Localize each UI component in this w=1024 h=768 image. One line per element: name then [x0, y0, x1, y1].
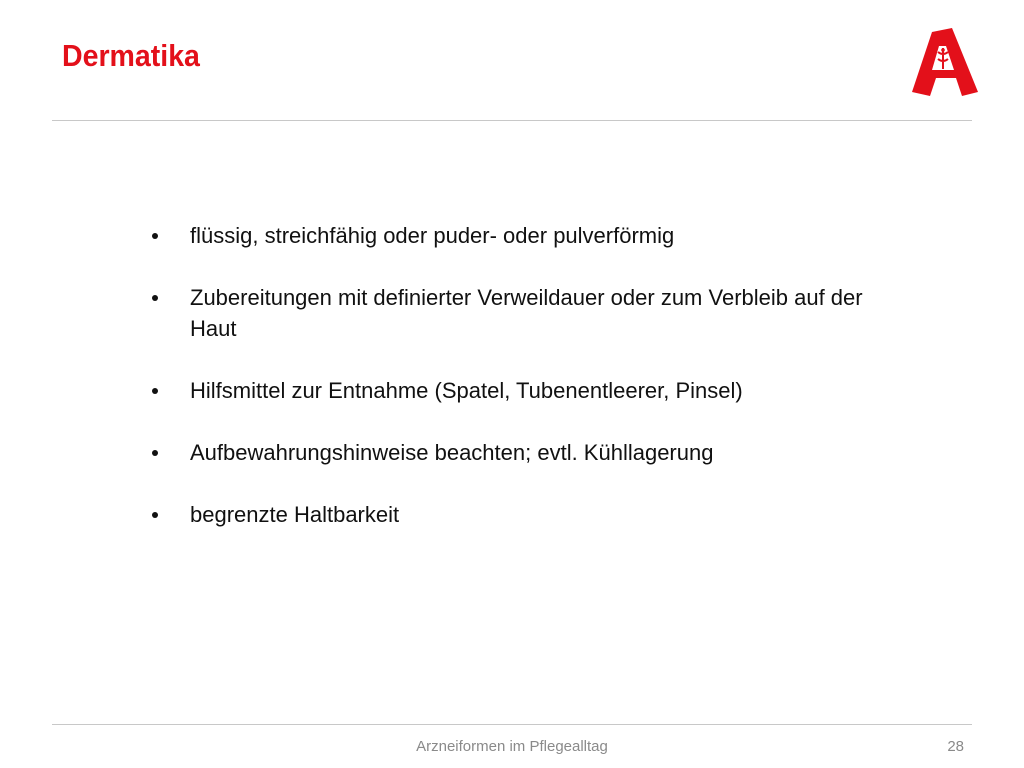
list-item — [150, 375, 910, 406]
list-item — [150, 499, 910, 530]
bullet-icon — [152, 295, 158, 301]
page-number: 28 — [947, 738, 964, 755]
bullet-text: Zubereitungen mit definierter Verweildauer oder zum Verbleib auf der Haut — [190, 285, 863, 341]
bullet-text: Aufbewahrungshinweise beachten; evtl. Kühllagerung — [190, 440, 714, 465]
footer-text: Arzneiformen im Pflegealltag — [416, 738, 608, 755]
bullet-text: Hilfsmittel zur Entnahme (Spatel, Tubenentleerer, Pinsel) — [190, 378, 743, 403]
list-item — [150, 437, 910, 468]
bullet-list — [150, 220, 910, 561]
bullet-icon — [152, 450, 158, 456]
footer-divider — [52, 724, 972, 725]
list-item — [150, 220, 910, 251]
list-item — [150, 282, 910, 344]
bullet-icon — [152, 388, 158, 394]
bullet-text: begrenzte Haltbarkeit — [190, 502, 400, 527]
bullet-text: flüssig, streichfähig oder puder- oder pulverförmig — [190, 223, 675, 248]
header-divider — [52, 120, 972, 121]
bullet-icon — [152, 512, 158, 518]
bullet-icon — [152, 233, 158, 239]
slide-title: Dermatika — [62, 38, 200, 73]
apotheke-a-logo-icon — [908, 26, 980, 98]
